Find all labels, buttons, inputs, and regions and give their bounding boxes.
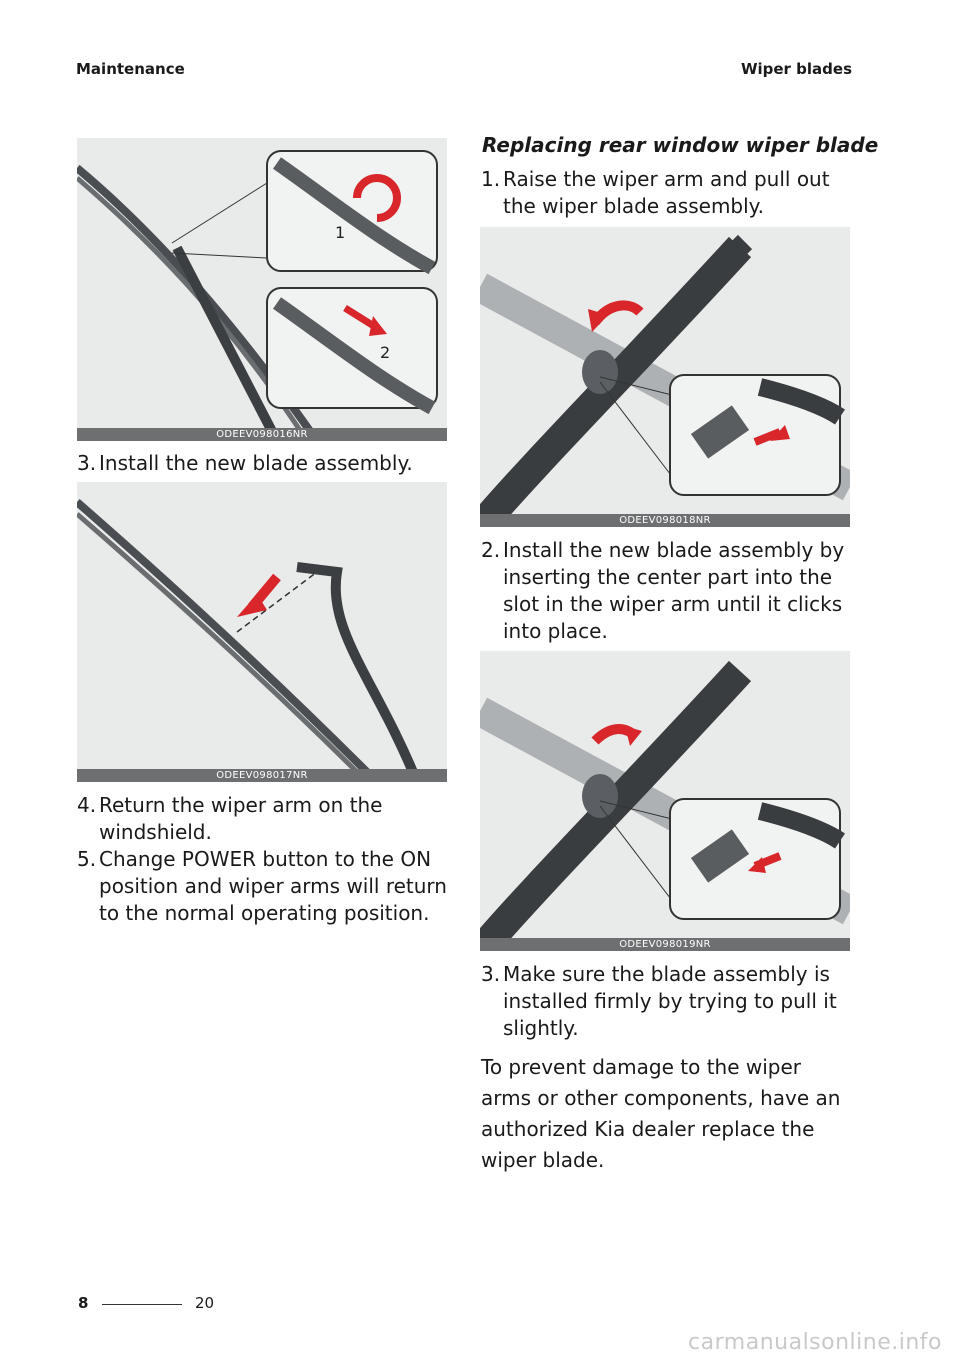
step-text: Install the new blade assembly by inserting the center part into the slot in the wiper arm until it clicks into place. <box>503 538 845 643</box>
step-number: 4. <box>77 793 97 817</box>
step-text: Return the wiper arm on the windshield. <box>99 793 383 844</box>
step-number: 1. <box>481 167 501 191</box>
rear-wiper-removal-illustration <box>480 227 850 527</box>
step-number: 2. <box>481 538 501 562</box>
header-section: Maintenance <box>76 60 185 78</box>
callout-2: 2 <box>380 343 391 362</box>
step-5-left <box>77 846 457 927</box>
wiper-install-illustration <box>77 482 447 782</box>
step-3-left <box>77 450 457 477</box>
header-topic: Wiper blades <box>740 60 852 78</box>
figure-caption: ODEEV098018NR <box>480 514 850 527</box>
step-1-right <box>481 166 856 220</box>
watermark: carmanualsonline.info <box>688 1330 942 1355</box>
footer-divider <box>102 1304 182 1305</box>
figure-wiper-removal <box>77 138 447 441</box>
section-title: Replacing rear window wiper blade <box>482 133 879 157</box>
step-number: 3. <box>481 962 501 986</box>
figure-caption: ODEEV098017NR <box>77 769 447 782</box>
figure-caption: ODEEV098016NR <box>77 428 447 441</box>
step-text: Make sure the blade assembly is installed firmly by trying to pull it slightly. <box>503 962 837 1040</box>
figure-rear-removal <box>480 227 850 527</box>
callout-1: 1 <box>335 223 346 242</box>
step-number: 5. <box>77 847 97 871</box>
step-3-right <box>481 961 856 1042</box>
figure-rear-install <box>480 651 850 951</box>
step-number: 3. <box>77 451 97 475</box>
step-text: Install the new blade assembly. <box>99 451 413 475</box>
caution-paragraph: To prevent damage to the wiper arms or other components, have an authorized Kia dealer replace the wiper blade. <box>481 1055 841 1172</box>
step-text: Raise the wiper arm and pull out the wiper blade assembly. <box>503 167 830 218</box>
page-number: 20 <box>195 1294 215 1312</box>
wiper-blade-illustration <box>77 138 447 441</box>
step-4-left <box>77 792 457 846</box>
step-2-right <box>481 537 856 645</box>
figure-install-blade <box>77 482 447 782</box>
figure-caption: ODEEV098019NR <box>480 938 850 951</box>
rear-wiper-install-illustration <box>480 651 850 951</box>
chapter-number: 8 <box>78 1294 89 1312</box>
step-text: Change POWER button to the ON position and wiper arms will return to the normal operating position. <box>99 847 447 925</box>
